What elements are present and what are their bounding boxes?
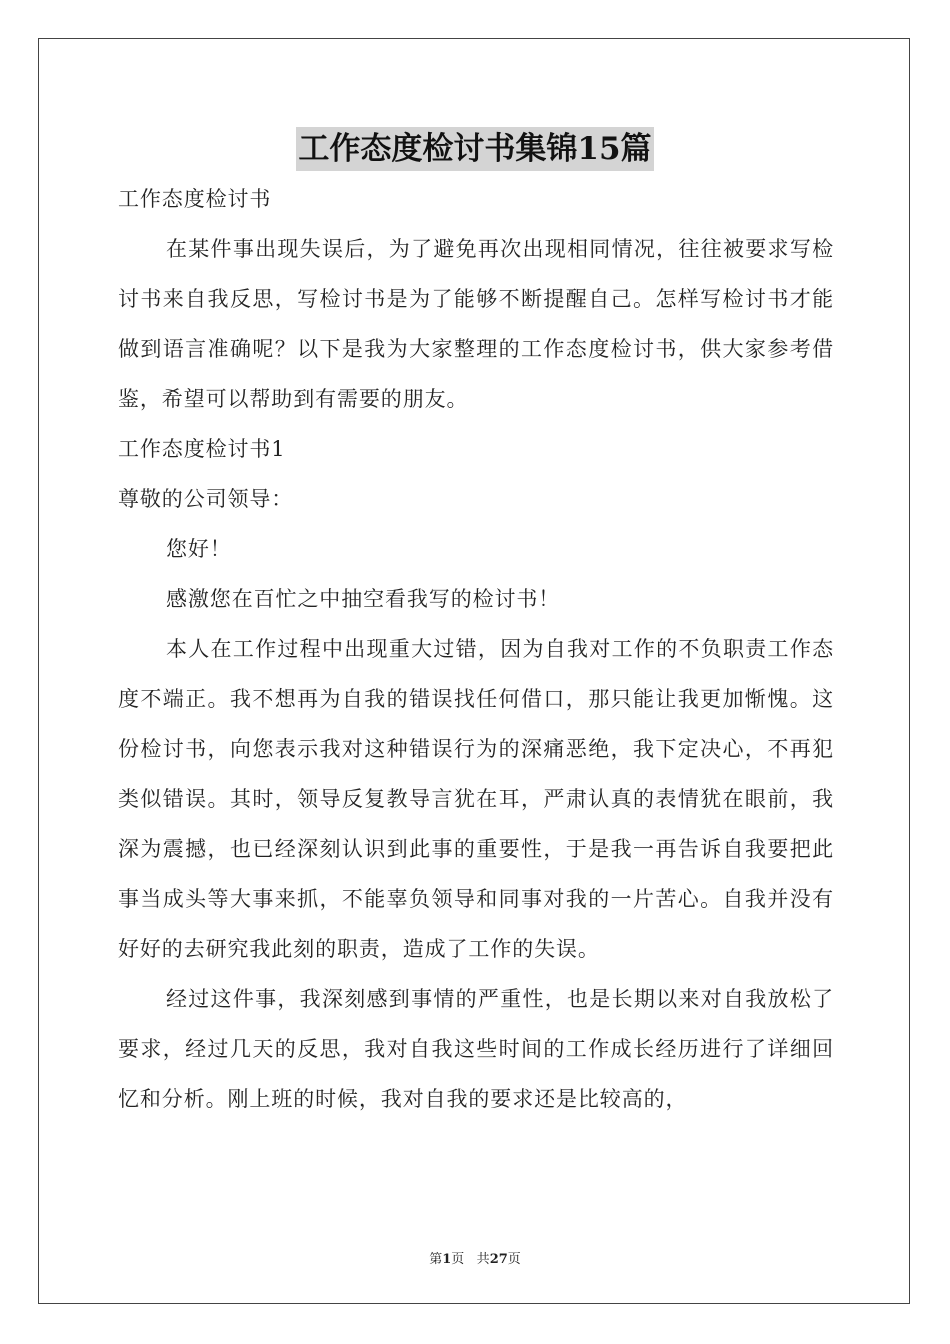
paragraph: 经过这件事，我深刻感到事情的严重性，也是长期以来对自我放松了要求，经过几天的反思，我对自我这些时间的工作成长经历进行了详细回忆和分析。刚上班的时候，我对自我的要求还是比较高的，: [118, 987, 834, 1111]
page-footer: [0, 1248, 950, 1267]
paragraph: 您好！: [166, 537, 232, 561]
paragraph: 尊敬的公司领导：: [118, 487, 294, 511]
paragraph: 本人在工作过程中出现重大过错，因为自我对工作的不负职责工作态度不端正。我不想再为自我的错误找任何借口，那只能让我更加惭愧。这份检讨书，向您表示我对这种错误行为的深痛恶绝，我下定决心，不再犯类似错误。其时，领导反复教导言犹在耳，严肃认真的表情犹在眼前，我深为震撼，也已经深刻认识到此事的重要性，于是我一再告诉自我要把此事当成头等大事来抓，不能辜负领导和同事对我的一片苦心。自我并没有好好的去研究我此刻的职责，造成了工作的失误。: [118, 637, 834, 961]
page-label-prefix: 第: [429, 1252, 443, 1267]
paragraph: 感激您在百忙之中抽空看我写的检讨书！: [166, 587, 561, 611]
paragraph: 工作态度检讨书: [118, 187, 272, 211]
total-label-suffix: 页: [507, 1252, 521, 1267]
document-title: 工作态度检讨书集锦15篇: [296, 127, 653, 171]
page-label-suffix: 页: [451, 1252, 465, 1267]
title-container: [0, 127, 950, 171]
paragraph: 在某件事出现失误后，为了避免再次出现相同情况，往往被要求写检讨书来自我反思，写检讨书是为了能够不断提醒自己。怎样写检讨书才能做到语言准确呢？以下是我为大家整理的工作态度检讨书，供大家参考借鉴，希望可以帮助到有需要的朋友。: [118, 237, 834, 411]
page-number: 1: [442, 1252, 452, 1267]
total-label-prefix: 共: [476, 1252, 490, 1267]
document-body: [118, 174, 834, 1124]
paragraph: 工作态度检讨书1: [118, 437, 286, 461]
total-pages: 27: [489, 1252, 508, 1267]
